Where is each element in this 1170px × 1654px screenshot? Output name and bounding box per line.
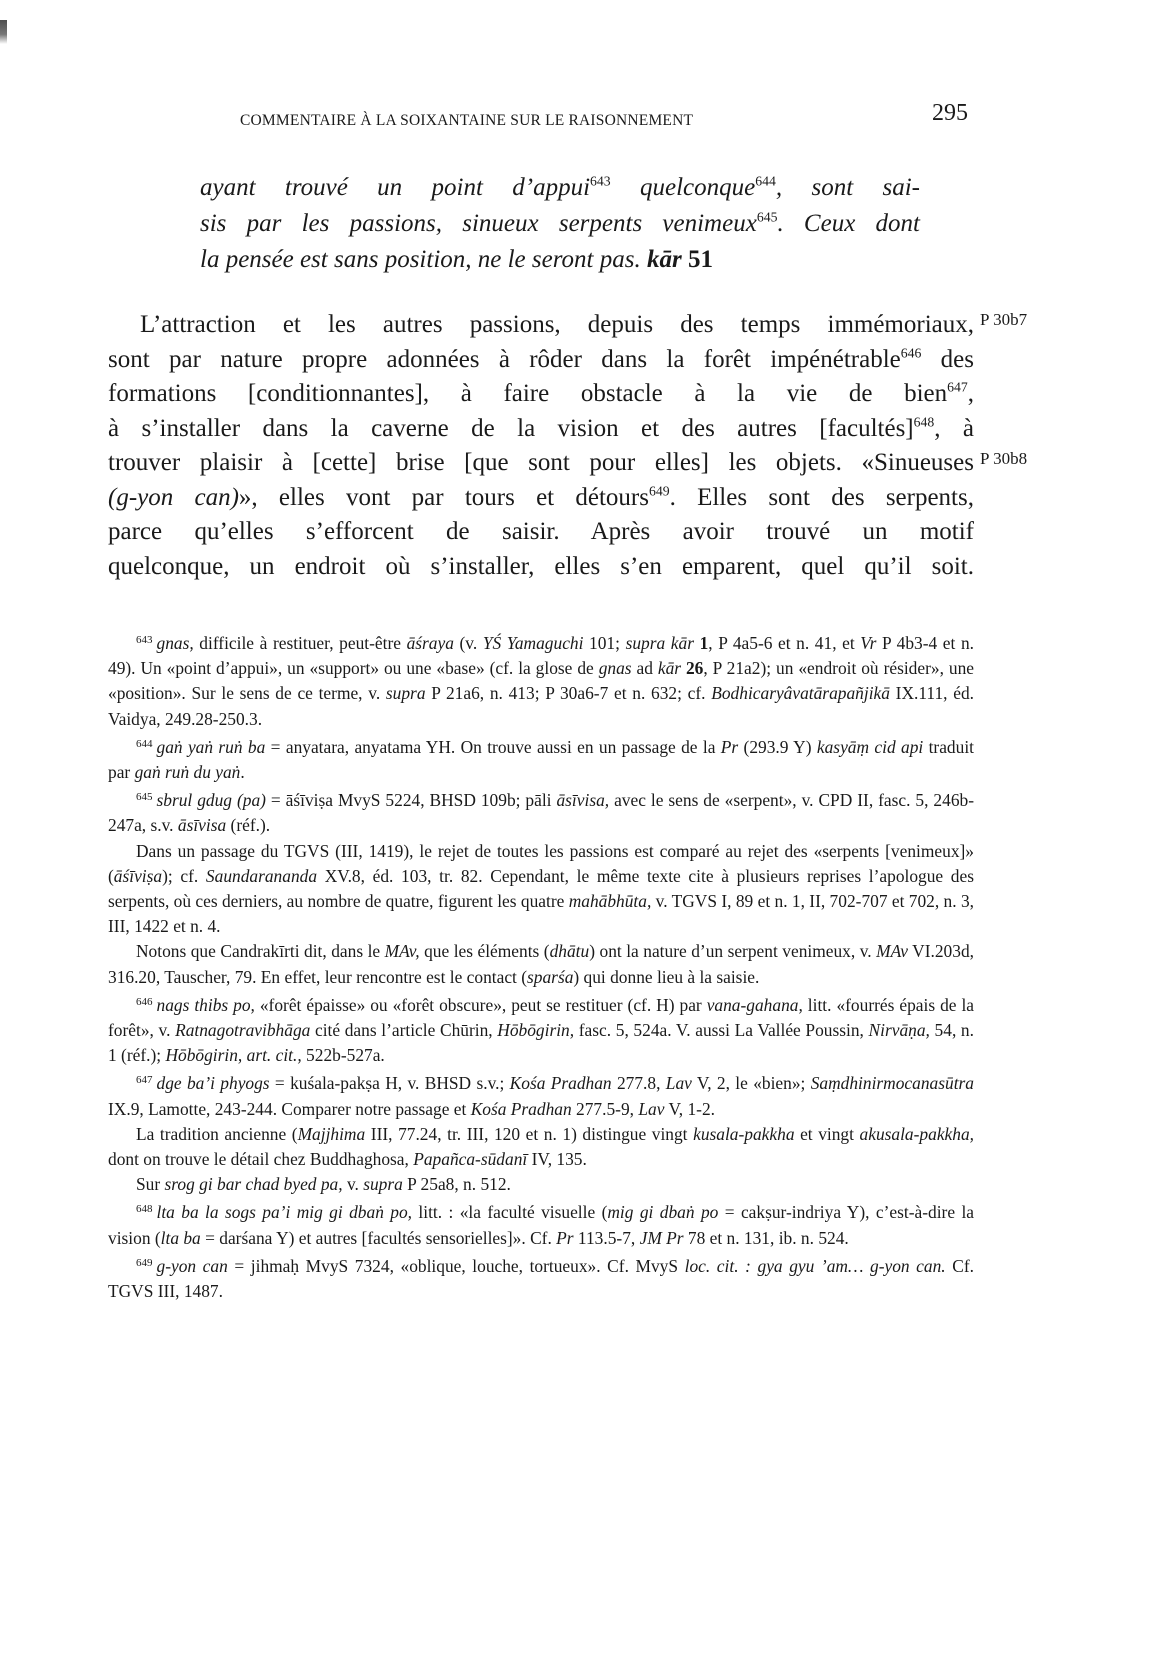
footnote-645: $^{645}$ sbrul gdug (pa) = āśīviṣa MvyS 5224, BHSD 109b; pāli āsīvisa, avec le sens de «serpent», v. CPD II, fasc. 5, 246b-247a, s.v. āsīvisa (réf.). — [108, 790, 975, 836]
footnote-649: $^{649}$ g-yon can = jihmaḥ MvyS 7324, «oblique, louche, tortueux». Cf. MvyS loc. cit. : gya gyu ’am… g-yon can. Cf. TGVS III, 1487. — [108, 1255, 974, 1302]
footnote-number: 646 — [136, 995, 153, 1008]
footnote-number: 649 — [136, 1256, 153, 1269]
footnote-ref[interactable]: 647 — [947, 379, 968, 395]
footnote-number: 645 — [136, 791, 153, 804]
footnote-645-continued: Notons que Candrakīrti dit, dans le MAv, que les éléments (dhātu) ont la nature d’un serpent venimeux, v. MAv VI.203d, 316.20, Tauscher, 79. En effet, leur rencontre est le contact (sparśa) qui donne lieu à la saisie. — [108, 941, 974, 987]
footnote-646: $^{646}$ nags thibs po, «forêt épaisse» ou «forêt obscure», peut se restituer (cf. H) par vana-gahana, litt. «fourrés épais de la forêt», v. Ratnagotravibhāga cité dans l’article Chūrin, Hōbōgirin, fasc. 5, 524a. V. aussi La Vallée Poussin, Nirvāṇa, 54, n. 1 (réf.); Hōbōgirin, art. cit., 522b-527a. — [108, 994, 975, 1066]
commentary-line: à s’installer dans la caverne de la vision et des autres [facultés]$^{648}$, à — [108, 414, 974, 442]
commentary-line: quelconque, un endroit où s’installer, elles s’en emparent, quel qu’il soit. — [108, 552, 974, 580]
karika-number: 51 — [687, 246, 713, 273]
footnotes — [108, 628, 974, 1304]
footnote-ref[interactable]: 648 — [913, 414, 935, 430]
commentary-line: formations [conditionnantes], à faire obstacle à la vie de bien$^{647}$, — [108, 379, 974, 407]
commentary-line: parce qu’elles s’efforcent de saisir. Après avoir trouvé un motif — [108, 518, 974, 545]
page-number: 295 — [932, 100, 968, 126]
footnote-number: 647 — [136, 1074, 153, 1087]
footnote-ref[interactable]: 645 — [756, 209, 778, 225]
commentary-line: (g-yon can)», elles vont par tours et détours$^{649}$. Elles sont des serpents, — [108, 483, 974, 511]
verse-line: la pensée est sans position, ne le seront pas. kār 51 — [200, 246, 713, 273]
commentary-line: trouver plaisir à [cette] brise [que sont pour elles] les objets. «Sinueuses — [108, 449, 974, 476]
footnote-645-continued: Dans un passage du TGVS (III, 1419), le rejet de toutes les passions est comparé au rejet des «serpents [venimeux]» (āśīviṣa); cf. Saundarananda XV.8, éd. 103, tr. 82. Cependant, le même texte cite à plusieurs reprises l’apologue des serpents, où ces derniers, au nombre de quatre, figurent les quatre mahābhūta, v. TGVS I, 89 et n. 1, II, 702-707 et 702, n. 3, III, 1422 et n. 4. — [108, 840, 974, 937]
footnote-ref[interactable]: 643 — [590, 173, 611, 189]
footnote-648: $^{648}$ lta ba la sogs pa’i mig gi dbaṅ po, litt. : «la faculté visuelle (mig gi dbaṅ po = cakṣur-indriya Y), c’est-à-dire la vision (lta ba = darśana Y) et autres [facultés sensorielles]». Cf. Pr 113.5-7, JM Pr 78 et n. 131, ib. n. 524. — [108, 1202, 974, 1248]
karika-label: kār — [646, 246, 682, 273]
margin-folio-ref: P 30b7 — [980, 310, 1028, 329]
footnote-number: 644 — [136, 737, 153, 750]
verse-line: ayant trouvé un point d’appui$^{643}$ quelconque$^{644}$, sont sai- — [200, 173, 920, 201]
running-head — [108, 100, 968, 140]
commentary-paragraph — [108, 308, 974, 584]
running-head-title: COMMENTAIRE À LA SOIXANTAINE SUR LE RAISONNEMENT — [240, 112, 694, 129]
footnote-647-continued: La tradition ancienne (Majjhima III, 77.24, tr. III, 120 et n. 1) distingue vingt kusala-pakkha et vingt akusala-pakkha, dont on trouve le détail chez Buddhaghosa, Papañca-sūdanī IV, 135. — [108, 1123, 974, 1170]
footnote-ref[interactable]: 649 — [648, 483, 670, 499]
scan-corner-mark — [0, 20, 7, 44]
footnote-ref[interactable]: 644 — [755, 173, 776, 189]
verse-line: sis par les passions, sinueux serpents venimeux$^{645}$. Ceux dont — [200, 209, 920, 237]
footnote-647-continued: Sur srog gi bar chad byed pa, v. supra P 25a8, n. 512. — [136, 1174, 511, 1195]
footnote-644: $^{644}$ gaṅ yaṅ ruṅ ba = anyatara, anyatama YH. On trouve aussi en un passage de la Pr (293.9 Y) kasyāṃ cid api traduit par gaṅ ruṅ du yaṅ. — [108, 736, 974, 783]
footnote-643: $^{643}$ gnas, difficile à restituer, peut-être āśraya (v. YŚ Yamaguchi 101; supra kār 1, P 4a5-6 et n. 41, et Vr P 4b3-4 et n. 49). Un «point d’appui», un «support» ou une «base» (cf. la glose de gnas ad kār 26, P 21a2); un «endroit où résider», une «position». Sur le sens de ce terme, v. supra P 21a6, n. 413; P 30a6-7 et n. 632; cf. Bodhicaryâvatārapañjikā IX.111, éd. Vaidya, 249.28-250.3. — [108, 633, 974, 729]
commentary-line: L’attraction et les autres passions, depuis des temps immémoriaux, — [140, 311, 974, 338]
verse-karika-51 — [200, 170, 920, 278]
footnote-number: 643 — [136, 634, 153, 646]
commentary-line: sont par nature propre adonnées à rôder dans la forêt impénétrable$^{646}$ des — [108, 345, 974, 373]
footnote-ref[interactable]: 646 — [900, 345, 922, 361]
footnote-number: 648 — [136, 1203, 153, 1216]
margin-folio-ref: P 30b8 — [980, 449, 1028, 468]
footnote-647: $^{647}$ dge ba’i phyogs = kuśala-pakṣa H, v. BHSD s.v.; Kośa Pradhan 277.8, Lav V, 2, le «bien»; Saṃdhinirmocanasūtra IX.9, Lamotte, 243-244. Comparer notre passage et Kośa Pradhan 277.5-9, Lav V, 1-2. — [108, 1073, 974, 1119]
